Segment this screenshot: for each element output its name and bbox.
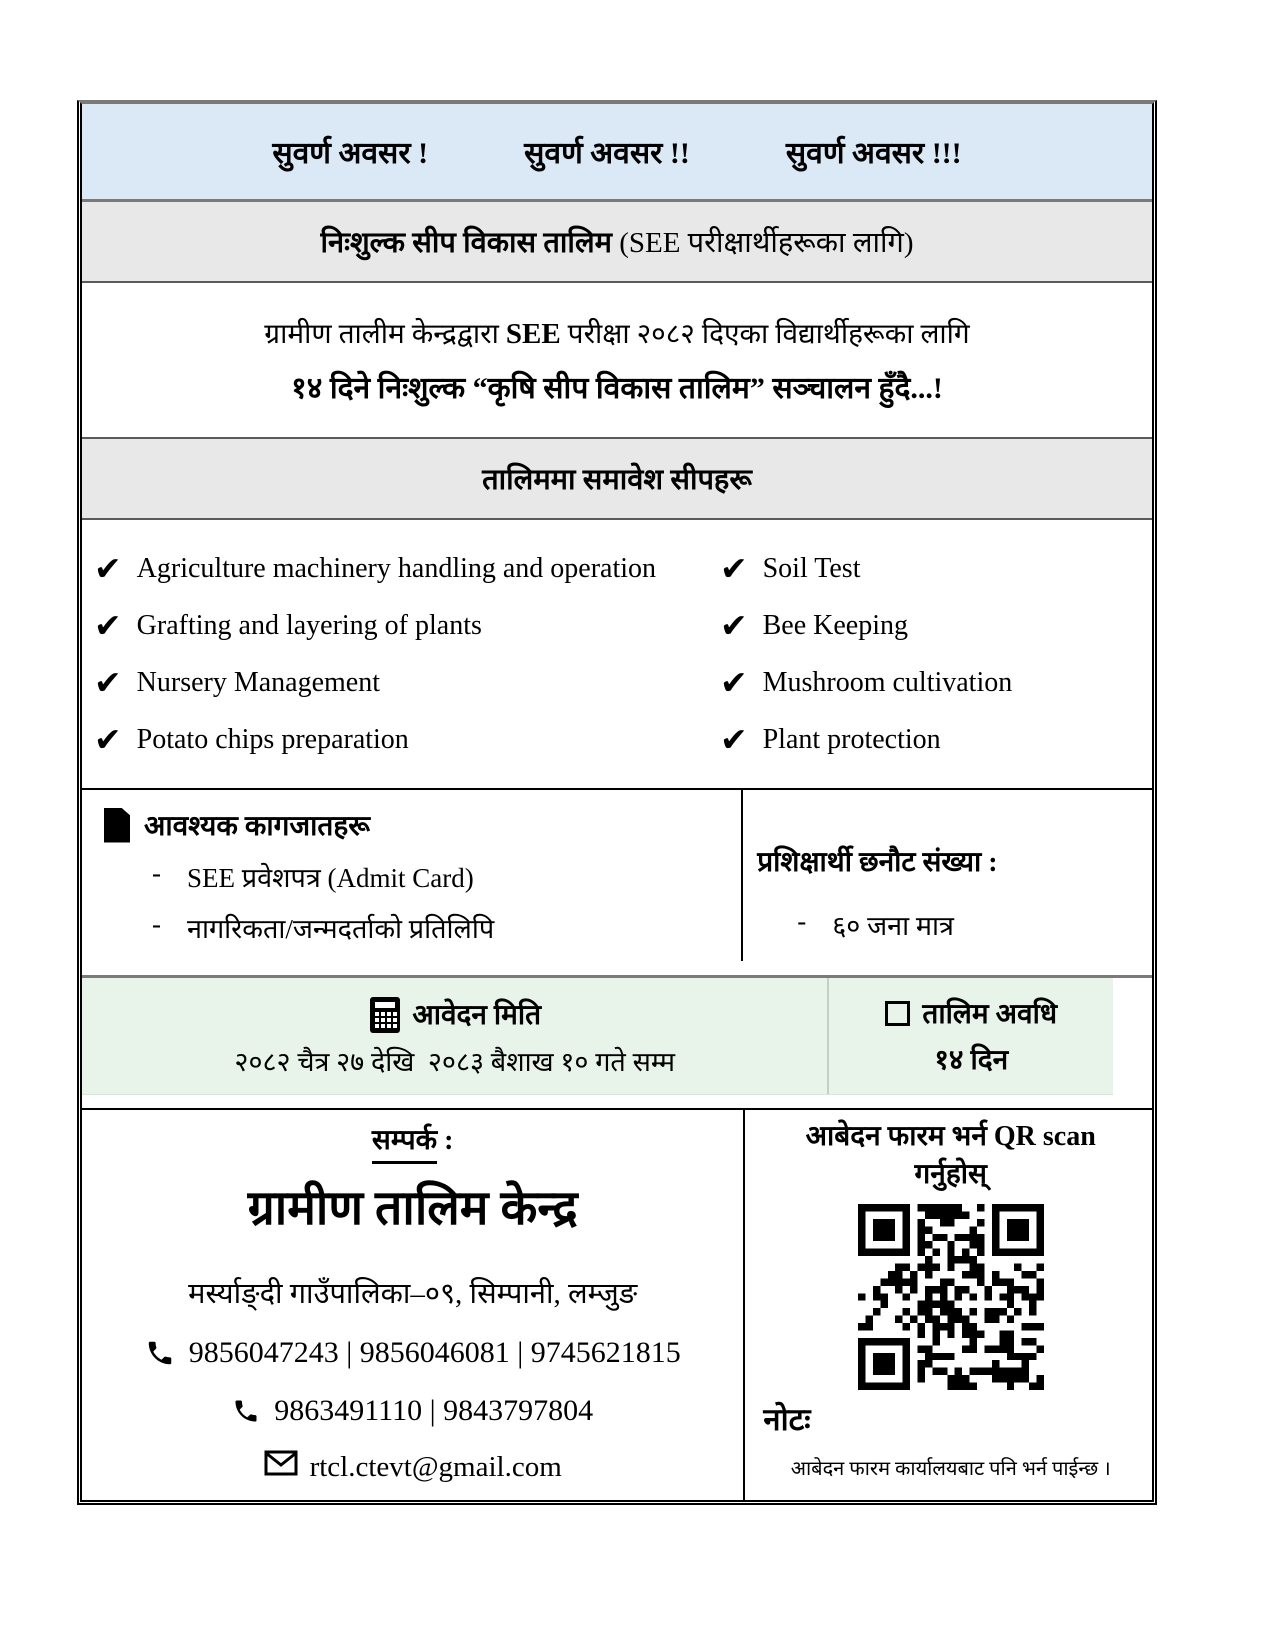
selection-value-row (797, 906, 1152, 943)
duration-title: तालिम अवधि (922, 999, 1058, 1030)
check-icon: ✔ (94, 606, 122, 645)
skill-item (94, 663, 720, 702)
email-icon (264, 1450, 298, 1484)
application-band-wrap (82, 975, 1152, 1095)
banner-band (82, 104, 1152, 202)
trainee-selection (743, 790, 1152, 961)
org-name: ग्रामीण तालिम केन्द्र (247, 1182, 578, 1235)
dash: - (797, 906, 807, 936)
skills-band (82, 439, 1152, 520)
banner-item-2: सुवर्ण अवसर !! (524, 137, 690, 170)
email-address: rtcl.ctevt@gmail.com (309, 1450, 562, 1483)
spacer (82, 1095, 1152, 1108)
note-text: आबेदन फारम कार्यालयबाट पनि भर्न पाईन्छ । (790, 1457, 1111, 1480)
check-icon: ✔ (94, 549, 122, 588)
banner-item-1: सुवर्ण अवसर ! (272, 137, 429, 170)
application-band (82, 978, 1113, 1095)
skill-label: Agriculture machinery handling and operation (136, 552, 657, 584)
dash: - (152, 909, 161, 939)
skill-label: Nursery Management (136, 666, 381, 698)
note-label: नोटः (763, 1401, 811, 1437)
email-row (264, 1450, 562, 1484)
phone-row-1 (145, 1336, 681, 1370)
contact-label: सम्पर्क : (372, 1120, 454, 1164)
check-icon: ✔ (719, 606, 748, 645)
skill-item (719, 663, 1146, 702)
skill-item (94, 720, 720, 759)
document-icon (104, 808, 130, 843)
calendar-icon (368, 994, 402, 1034)
skills-checklist (82, 520, 1152, 790)
documents-section (82, 790, 1152, 975)
phone-row-2 (232, 1394, 593, 1428)
skill-label: Grafting and layering of plants (136, 609, 482, 641)
qr-section (745, 1110, 1152, 1500)
check-icon: ✔ (94, 720, 122, 759)
required-documents (82, 790, 743, 961)
selection-title: प्रशिक्षार्थी छनौट संख्या : (757, 847, 998, 878)
flyer (77, 100, 1157, 1505)
free-training-title-paren: (SEE परीक्षार्थीहरूका लागि) (611, 227, 914, 259)
banner-item-3: सुवर्ण अवसर !!! (785, 137, 962, 170)
document-item: - SEE प्रवेशपत्र (Admit Card) (152, 858, 474, 893)
skill-label: Bee Keeping (762, 609, 908, 641)
qr-title: आबेदन फारम भर्न QR scan गर्नुहोस् (805, 1121, 1096, 1190)
phone-icon (145, 1338, 175, 1368)
skill-label: Mushroom cultivation (762, 666, 1013, 698)
bottom-section (82, 1108, 1152, 1500)
free-training-title-band (82, 202, 1152, 283)
phone-numbers-2: 9863491110 | 9843797804 (274, 1394, 594, 1427)
skill-item (719, 720, 1146, 759)
skill-item (719, 549, 1146, 588)
skill-item (94, 549, 720, 588)
checkbox-icon (885, 1001, 910, 1026)
check-icon: ✔ (719, 549, 748, 588)
intro-line-2: १४ दिने निःशुल्क “कृषि सीप विकास तालिम” सञ्चालन हुँदै...! (291, 371, 943, 405)
skill-label: Potato chips preparation (136, 723, 409, 755)
skill-label: Soil Test (762, 552, 861, 584)
document-item: - नागरिकता/जन्मदर्ताको प्रतिलिपि (152, 909, 495, 944)
check-icon: ✔ (719, 720, 748, 759)
check-icon: ✔ (94, 663, 122, 702)
intro-line-1: ग्रामीण तालीम केन्द्रद्वारा SEE परीक्षा २०८२ दिएका विद्यार्थीहरूका लागि (264, 317, 970, 350)
see-bold: SEE (505, 317, 561, 350)
duration-value: १४ दिन (934, 1045, 1009, 1076)
intro-section (82, 283, 1152, 439)
qr-code (858, 1204, 1044, 1390)
org-address: मर्स्याङ्दी गाउँपालिका–०९, सिम्पानी, लम्जुङ (188, 1278, 638, 1310)
skill-item (94, 606, 720, 645)
application-date-cell (82, 978, 829, 1094)
phone-numbers-1: 9856047243 | 9856046081 | 9745621815 (188, 1336, 681, 1369)
skill-label: Plant protection (762, 723, 941, 755)
free-training-title: निःशुल्क सीप विकास तालिम (320, 227, 612, 259)
skills-band-title: तालिममा समावेश सीपहरू (482, 464, 752, 496)
skill-item (719, 606, 1146, 645)
dash: - (152, 858, 161, 888)
phone-icon (232, 1397, 260, 1425)
documents-title: आवश्यक कागजातहरू (144, 811, 370, 842)
duration-cell (829, 978, 1113, 1094)
contact-section (82, 1110, 745, 1500)
check-icon: ✔ (719, 663, 748, 702)
selection-value: ६० जना मात्र (832, 911, 954, 941)
application-date: २०८२ चैत्र २७ देखि २०८३ बैशाख १० गते सम्म (234, 1046, 676, 1077)
application-title: आवेदन मिति (412, 999, 542, 1031)
